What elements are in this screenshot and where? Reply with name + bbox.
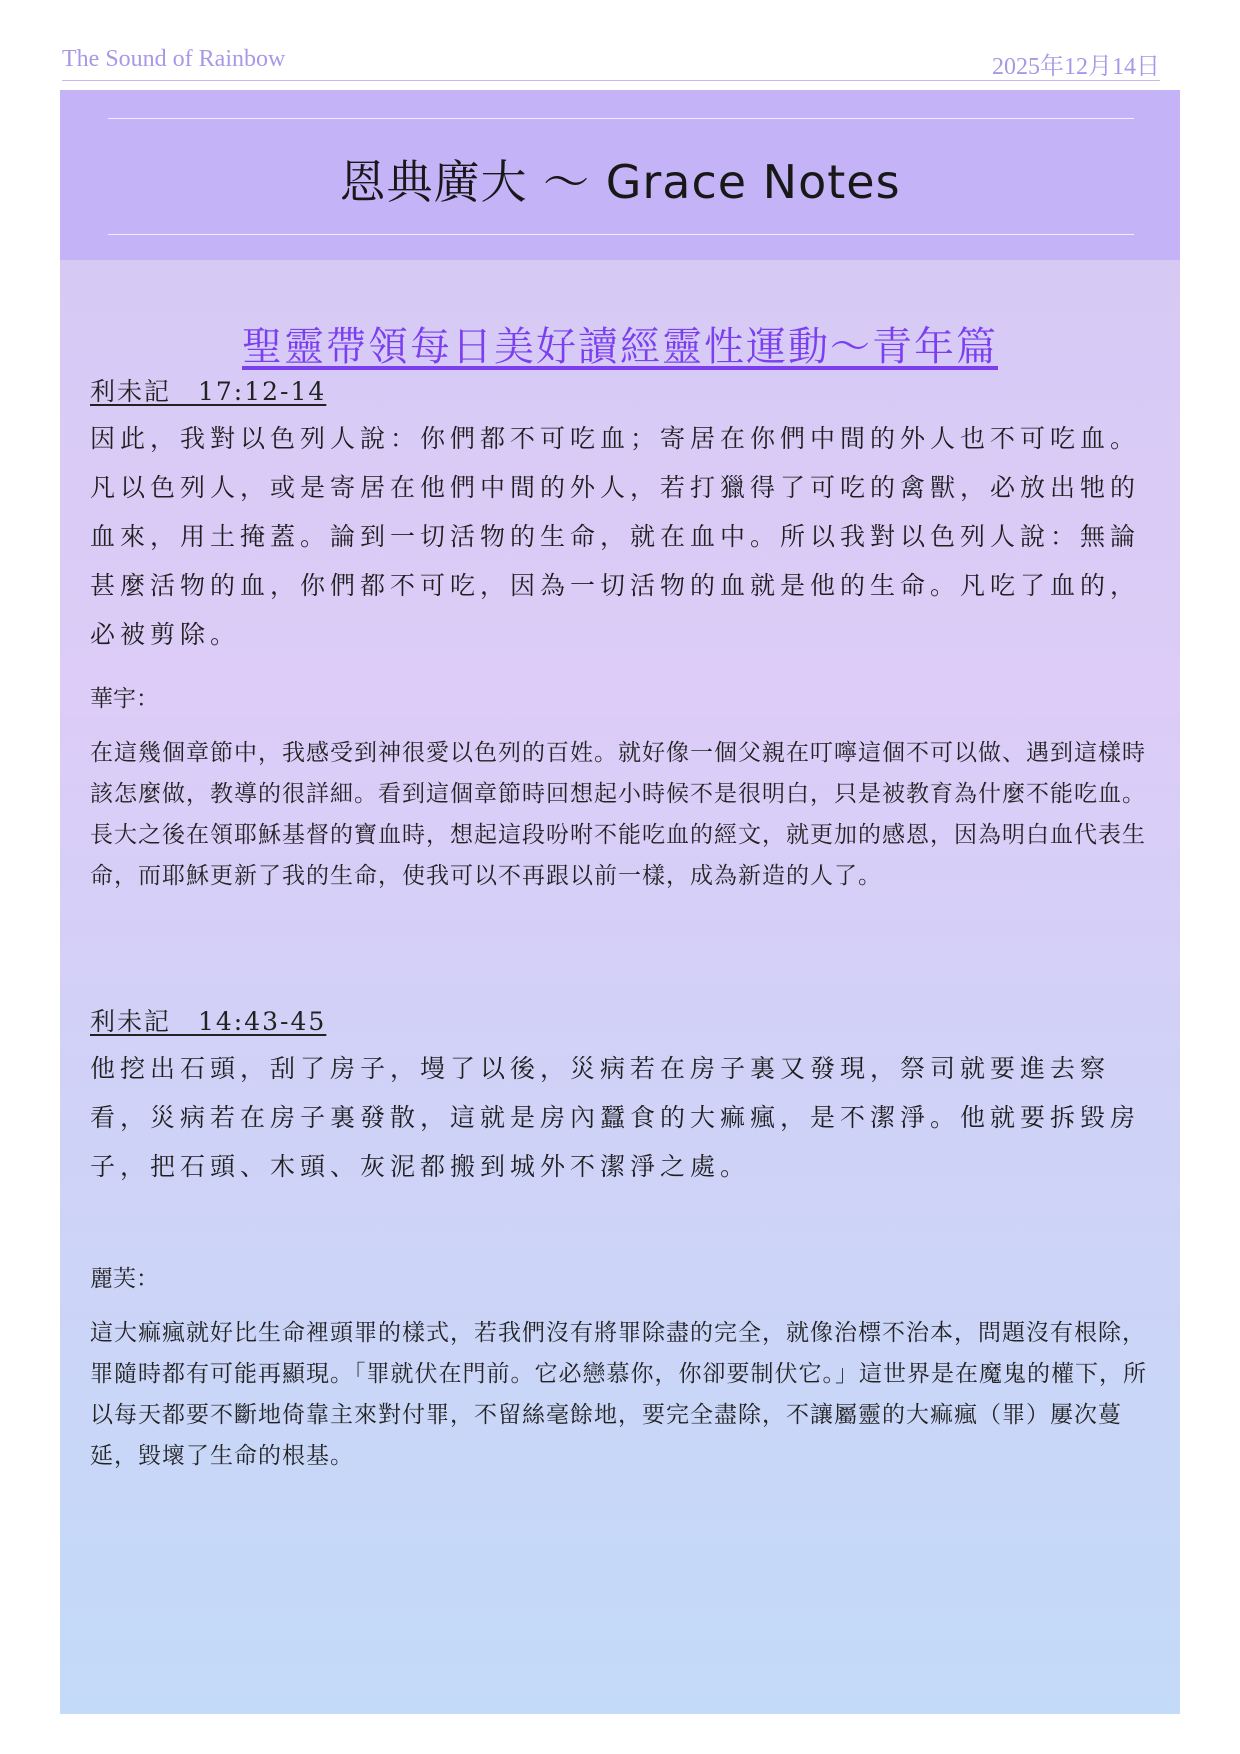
banner-title: 恩典廣大 ～ Grace Notes [339,155,901,209]
reflection-text: 這大痲瘋就好比生命裡頭罪的樣式，若我們沒有將罪除盡的完全，就像治標不治本，問題沒有根除，罪隨時都有可能再顯現。「罪就伏在門前。它必戀慕你，你卻要制伏它。」這世界是在魔鬼的權下，所以每天都要不斷地倚靠主來對付罪，不留絲毫餘地，要完全盡除，不讓屬靈的大痲瘋（罪）屢次蔓延，毀壞了生命的根基。 [90,1320,1147,1469]
speaker-name: 麗芙： [90,1266,159,1292]
scripture-reference: 利未記 14:43-45 [90,1007,327,1036]
brand-name: The Sound of Rainbow [62,46,286,72]
section-1 [90,372,1150,659]
section-1-reflection [90,680,1150,897]
reflection-text: 在這幾個章節中，我感受到神很愛以色列的百姓。就好像一個父親在叮嚀這個不可以做、遇到這樣時該怎麼做，教導的很詳細。看到這個章節時回想起小時候不是很明白，只是被教育為什麼不能吃血。長大之後在領耶穌基督的寶血時，想起這段吩咐不能吃血的經文，就更加的感恩，因為明白血代表生命，而耶穌更新了我的生命，使我可以不再跟以前一樣，成為新造的人了。 [90,740,1146,889]
banner-bottom-rule [108,234,1134,235]
issue-date: 2025年12月14日 [992,54,1160,80]
scripture-text: 他挖出石頭，刮了房子，墁了以後，災病若在房子裏又發現，祭司就要進去察看，災病若在房子裏發散，這就是房內蠶食的大痲瘋，是不潔淨。他就要拆毀房子，把石頭、木頭、灰泥都搬到城外不潔淨之處。 [90,1054,1141,1181]
page-header [62,40,1160,81]
section-2 [90,1002,1150,1191]
scripture-text: 因此，我對以色列人說：你們都不可吃血；寄居在你們中間的外人也不可吃血。凡以色列人，或是寄居在他們中間的外人，若打獵得了可吃的禽獸，必放出牠的血來，用土掩蓋。論到一切活物的生命，就在血中。所以我對以色列人說：無論甚麼活物的血，你們都不可吃，因為一切活物的血就是他的生命。凡吃了血的，必被剪除。 [90,424,1141,649]
banner-top-rule [108,118,1134,119]
speaker-name: 華宇： [90,686,159,712]
scripture-reference: 利未記 17:12-14 [90,377,327,406]
title-banner [60,90,1180,260]
article-body [60,260,1180,1714]
section-2-reflection [90,1260,1150,1477]
article-title: 聖靈帶領每日美好讀經靈性運動～青年篇 [242,324,998,370]
